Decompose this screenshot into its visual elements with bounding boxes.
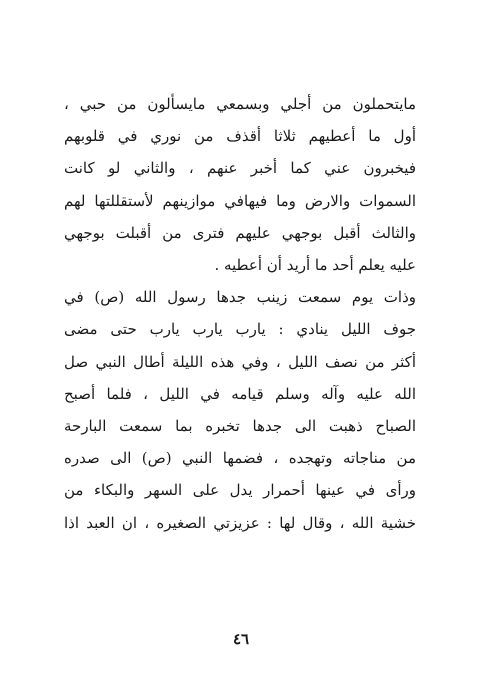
text-line: أكثر من نصف الليل ، وفي هذه الليلة أطال النبي صل (64, 352, 416, 371)
text-line: جوف الليل ينادي : يارب يارب يارب حتى مضى (64, 320, 416, 339)
text-line: ورأى في عينها أحمرار يدل على السهر والبكاء من (64, 481, 416, 500)
page-number: ٤٦ (232, 630, 250, 648)
text-line: السموات والارض وما فيهافي موازينهم لأستقللتها لهم (64, 191, 416, 210)
body-text (64, 88, 416, 539)
text-line: الصباح ذهبت الى جدها تخبره بما سمعت البارحة (64, 417, 416, 436)
text-line: فيخبرون عني كما أخبر عنهم ، والثاني لو كانت (64, 159, 416, 178)
text-line: وذات يوم سمعت زينب جدها رسول الله (ص) في (64, 288, 416, 307)
text-line: مايتحملون من أجلي وبسمعي مايسألون من حبي ، (64, 95, 416, 113)
text-line: الله عليه وآله وسلم قيامه في الليل ، فلما أصبح (64, 384, 416, 403)
text-line: والثالث أقبل بوجهي عليهم فترى من أقبلت بوجهي (64, 223, 416, 242)
text-line: خشية الله ، وقال لها : عزيزتي الصغيره ، ان العبد اذا (64, 513, 416, 532)
text-line: عليه يعلم أحد ما أريد أن أعطيه . (214, 256, 416, 275)
text-line: من مناجاته وتهجده ، فضمها النبي (ص) الى صدره (64, 449, 416, 468)
text-line: أول ما أعطيهم ثلاثا أقذف من نوري في قلوبهم (64, 127, 416, 146)
